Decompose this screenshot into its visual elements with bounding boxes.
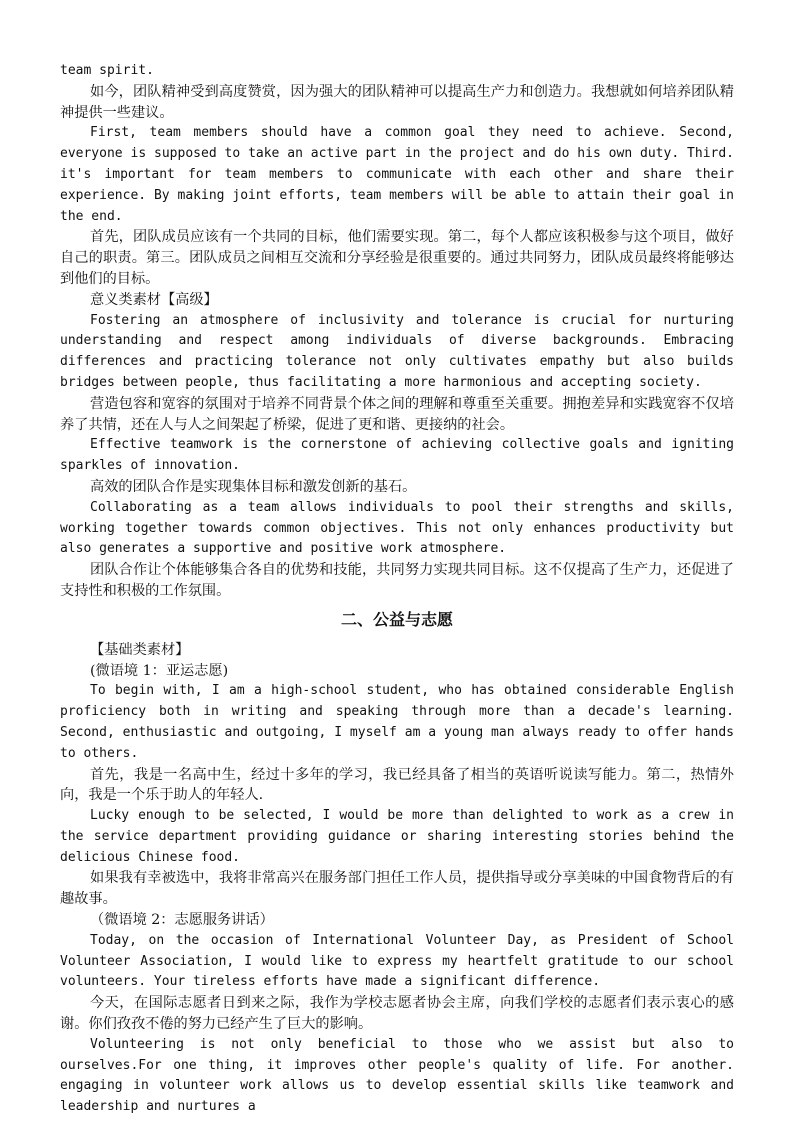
paragraph-en-inclusivity: Fostering an atmosphere of inclusivity and tolerance is crucial for nurturing understanding and respect among individuals of diverse backgrounds. Embracing differences and practicing tolerance not only cultivates empathy but also builds bridges between people, thus facilitating a more harmonious and accepting society.: [60, 312, 734, 390]
label-advanced-material: 意义类素材【高级】: [90, 291, 218, 308]
paragraph-zh-collaborating: 团队合作让个体能够集合各自的优势和技能，共同努力实现共同目标。这不仅提高了生产力，还促进了支持性和积极的工作氛围。: [60, 562, 734, 599]
paragraph-en-volunteer-day: Today, on the occasion of International Volunteer Day, as President of School Volunteer Association, I would like to express my heartfelt gratitude to our school volunteers. Your tireless efforts have made a significant difference.: [60, 932, 734, 990]
paragraph-zh-teamwork: 高效的团队合作是实现集体目标和激发创新的基石。: [90, 478, 417, 495]
paragraph-en-to-begin-with: To begin with, I am a high-school student, who has obtained considerable English proficiency both in writing and speaking through more than a decade's learning. Second, enthusiastic and outgoing, I myself am a young man always ready to offer hands to others.: [60, 683, 734, 761]
label-basic-material: 【基础类素材】: [90, 641, 190, 658]
paragraph-zh-lucky-enough: 如果我有幸被选中，我将非常高兴在服务部门担任工作人员，提供指导或分享美味的中国食物背后的有趣故事。: [60, 870, 734, 908]
document-page: [60, 61, 734, 1118]
paragraph-en-volunteering-benefits: Volunteering is not only beneficial to those who we assist but also to ourselves.For one thing, it improves other people's quality of life. For another. engaging in volunteer work allows us to develop essential skills like teamwork and leadership and nurtures a: [60, 1036, 734, 1115]
paragraph-en-lucky-enough: Lucky enough to be selected, I would be more than delighted to work as a crew in the service department providing guidance or sharing interesting stories behind the delicious Chinese food.: [60, 808, 734, 865]
text-team-spirit: team spirit.: [60, 63, 154, 78]
paragraph-zh-inclusivity: 营造包容和宽容的氛围对于培养不同背景个体之间的理解和尊重至关重要。拥抱差异和实践宽容不仅培养了共情，还在人与人之间架起了桥梁，促进了更和谐、更接纳的社会。: [60, 395, 734, 433]
paragraph-zh-first-suggestions: 首先，团队成员应该有一个共同的目标，他们需要实现。第二，每个人都应该积极参与这个项目，做好自己的职责。第三。团队成员之间相互交流和分享经验是很重要的。通过共同努力，团队成员最终将能够达到他们的目标。: [60, 229, 734, 287]
paragraph-zh-to-begin-with: 首先，我是一名高中生，经过十多年的学习，我已经具备了相当的英语听说读写能力。第二，热情外向，我是一个乐于助人的年轻人.: [60, 766, 734, 804]
paragraph-zh-team-spirit: 如今，团队精神受到高度赞赏，因为强大的团队精神可以提高生产力和创造力。我想就如何培养团队精神提供一些建议。: [60, 83, 734, 121]
section-heading-volunteer: 二、公益与志愿: [340, 609, 453, 629]
paragraph-en-collaborating: Collaborating as a team allows individuals to pool their strengths and skills, working together towards common objectives. This not only enhances productivity but also generates a supportive and positive work atmosphere.: [60, 499, 734, 557]
paragraph-en-first-suggestions: First, team members should have a common goal they need to achieve. Second, everyone is supposed to take an active part in the project and do his own duty. Third. it's important for team members to communicate with each other and share their experience. By making joint efforts, team members will be able to attain their goal in the end.: [60, 125, 734, 224]
paragraph-en-teamwork: Effective teamwork is the cornerstone of achieving collective goals and igniting sparkles of innovation.: [60, 437, 734, 474]
label-micro-context-2: （微语境 2：志愿服务讲话）: [90, 912, 274, 929]
paragraph-zh-volunteer-day: 今天，在国际志愿者日到来之际，我作为学校志愿者协会主席，向我们学校的志愿者们表示衷心的感谢。你们孜孜不倦的努力已经产生了巨大的影响。: [60, 995, 734, 1033]
label-micro-context-1: (微语境 1：亚运志愿): [90, 662, 229, 679]
